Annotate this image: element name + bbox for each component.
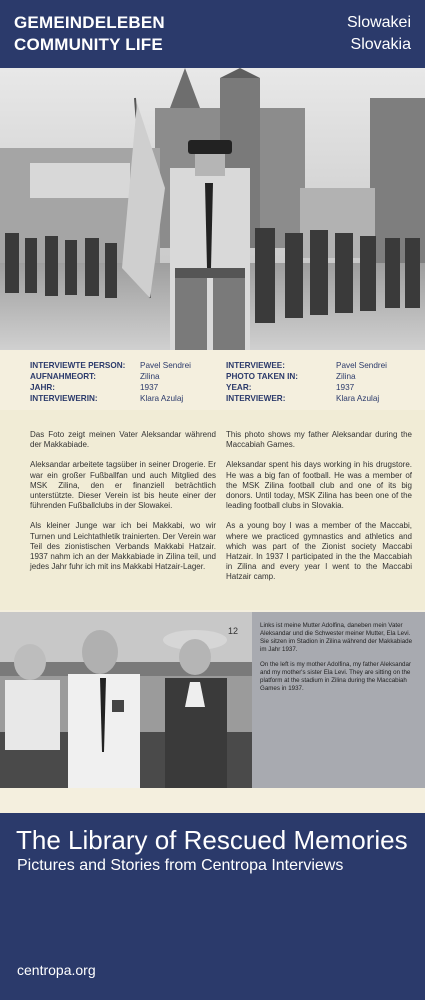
second-photo-block — [0, 612, 425, 788]
metadata-row: INTERVIEWER: Klara Azulaj — [226, 394, 380, 403]
family-photo — [0, 612, 252, 788]
story-paragraph: Aleksandar spent his days working in his drugstore. He was a big fan of football. He was a member of the MSK Zilina football club and one of its big donors. Until today, MSK Zilina has been one of the leading football clubs in Slovakia. — [226, 460, 412, 511]
story-paragraph: Das Foto zeigt meinen Vater Aleksandar während der Makkabiade. — [30, 430, 216, 450]
footer-subtitle: Pictures and Stories from Centropa Interviews — [17, 857, 344, 874]
country-label — [347, 12, 411, 56]
footer-banner — [0, 813, 425, 1000]
interview-metadata — [0, 350, 425, 410]
section-title-de: GEMEINDELEBEN — [14, 13, 165, 32]
caption-de: Links ist meine Mutter Adolfina, daneben mein Vater Aleksandar und die Schwester meiner Mutter, Ela Levi. Sie sitzen im Stadion in Zilina während der Makkabiade im Jahr 1937. — [260, 622, 413, 653]
country-de: Slowakei — [346, 14, 411, 31]
header-banner — [0, 0, 425, 68]
section-title-en: COMMUNITY LIFE — [14, 35, 163, 54]
metadata-en — [226, 360, 416, 404]
metadata-de — [30, 360, 210, 404]
story-section — [0, 410, 425, 610]
story-paragraph: As a young boy I was a member of the Maccabi, where we practiced gymnastics and athletics and which was part of the Zionist society Maccabi Hatzair. In 1937 I participated in the the Maccabiah in Zilina and every year I went to the Maccabi Hatzair camp. — [226, 521, 412, 582]
metadata-row: PHOTO TAKEN IN: Zilina — [226, 372, 356, 381]
footer-url-link[interactable]: centropa.org — [17, 962, 96, 978]
country-en: Slovakia — [350, 36, 411, 53]
story-paragraph: This photo shows my father Aleksandar during the Maccabiah Games. — [226, 430, 412, 450]
section-title — [14, 12, 165, 56]
caption-en: On the left is my mother Adolfina, my father Aleksandar and my mother's sister Ela Levi. They are sitting on the platform at the stadium in Zilina during the Maccabiah Games in 1937. — [260, 661, 411, 692]
metadata-row: INTERVIEWERIN: Klara Azulaj — [30, 394, 184, 403]
story-paragraph: Aleksandar arbeitete tagsüber in seiner Drogerie. Er war ein großer Fußballfan und auch Mitglied des MSK Zilina, den er finanziell beträchtlich unterstützte. Dieser Verein ist bis heute einer der führenden Fußballclubs in der Slowakei. — [30, 460, 216, 511]
footer-title: The Library of Rescued Memories — [16, 825, 408, 855]
photo-caption — [252, 612, 425, 788]
story-de — [30, 430, 216, 582]
main-photo — [0, 68, 425, 350]
story-en — [226, 430, 412, 593]
metadata-row: INTERVIEWEE: Pavel Sendrei — [226, 361, 387, 370]
metadata-row: JAHR: 1937 — [30, 383, 159, 392]
metadata-row: AUFNAHMEORT: Zilina — [30, 372, 160, 381]
metadata-row: INTERVIEWTE PERSON: Pavel Sendrei — [30, 361, 191, 370]
svg-text:12: 12 — [228, 626, 239, 636]
metadata-row: YEAR: 1937 — [226, 383, 355, 392]
story-paragraph: Als kleiner Junge war ich bei Makkabi, wo wir Turnen und Leichtathletik trainierten. Der Verein war Teil des zionistischen Verbands Makkabi Hatzair. 1937 nahm ich an der Makkabiade in Zilina teil, und jedes Jahr fuhr ich mit ins Makkabi Hatzair-Lager. — [30, 521, 216, 572]
